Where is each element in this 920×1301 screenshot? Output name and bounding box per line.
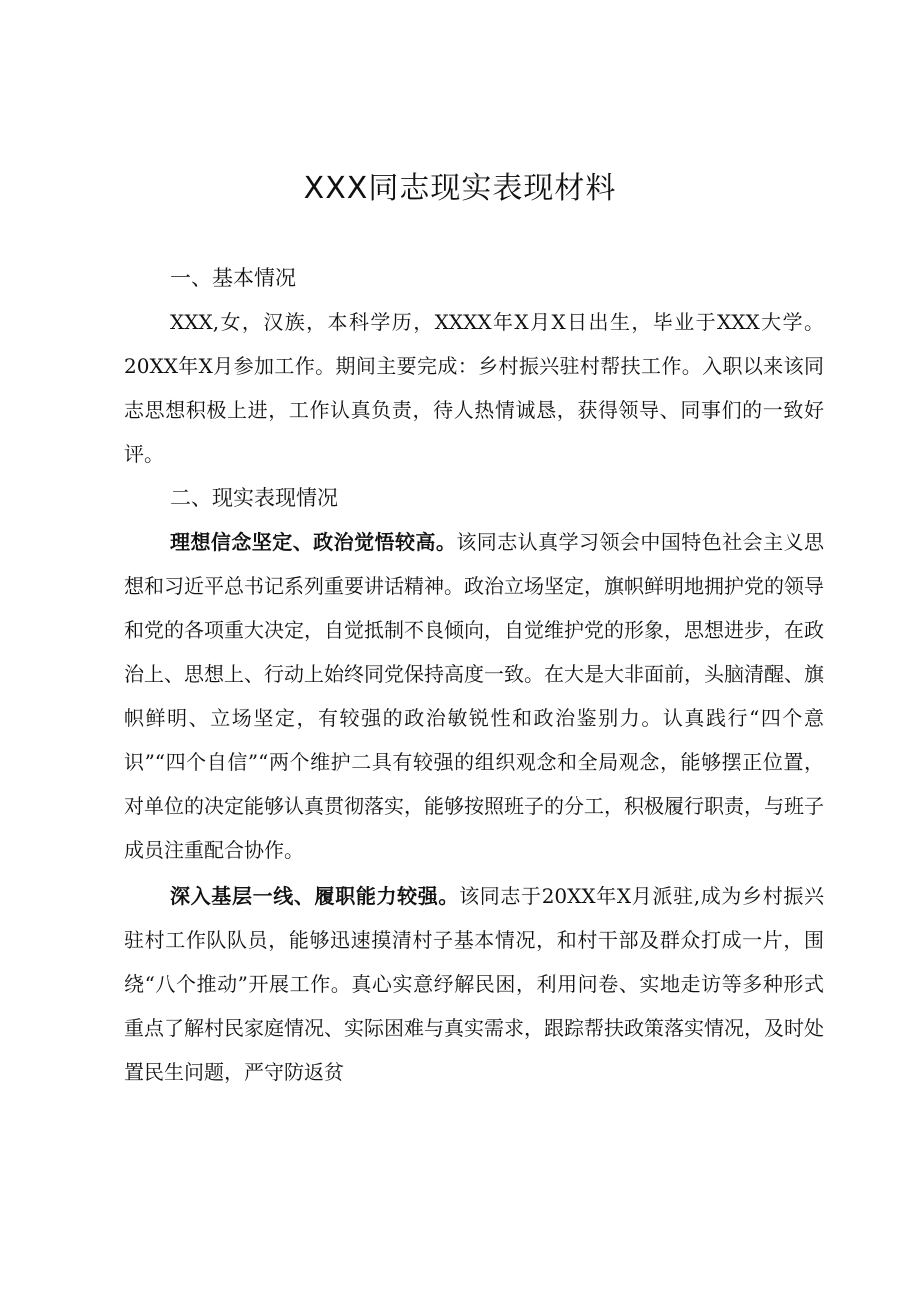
paragraph-grassroots-work xyxy=(124,874,824,1094)
paragraph-political-stance xyxy=(124,520,824,872)
paragraph-text: 该同志于20XX年X月派驻,成为乡村振兴驻村工作队队员，能够迅速摸清村子基本情况，和村干部及群众打成一片，围绕“八个推动”开展工作。真心实意纾解民困，利用问卷、实地走访等多种形式重点了解村民家庭情况、实际困难与真实需求，跟踪帮扶政策落实情况，及时处置民生问题，严守防返贫 xyxy=(124,884,824,1084)
section-heading-performance: 二、现实表现情况 xyxy=(170,486,338,510)
document-body xyxy=(124,256,824,1094)
paragraph-text: 该同志认真学习领会中国特色社会主义思想和习近平总书记系列重要讲话精神。政治立场坚定，旗帜鲜明地拥护党的领导和党的各项重大决定，自觉抵制不良倾向，自觉维护党的形象，思想进步，在政治上、思想上、行动上始终同党保持高度一致。在大是大非面前，头脑清醒、旗帜鲜明、立场坚定，有较强的政治敏锐性和政治鉴别力。认真践行“四个意识”“四个自信”“两个维护二具有较强的组织观念和全局观念，能够摆正位置，对单位的决定能够认真贯彻落实，能够按照班子的分工，积极履行职责，与班子成员注重配合协作。 xyxy=(124,530,825,862)
page-title: XXX同志现实表现材料 xyxy=(303,171,617,206)
paragraph-lead: 深入基层一线、履职能力较强。 xyxy=(170,884,460,908)
paragraph-basic-info xyxy=(124,300,824,476)
paragraph-lead: 理想信念坚定、政治觉悟较高。 xyxy=(170,530,457,554)
paragraph-text: XXX,女，汉族，本科学历，XXXX年X月X日出生，毕业于XXX大学。20XX年X月参加工作。期间主要完成：乡村振兴驻村帮扶工作。入职以来该同志思想积极上进，工作认真负责，待人热情诚恳，获得领导、同事们的一致好评。 xyxy=(124,310,824,466)
section-heading-basic-info: 一、基本情况 xyxy=(170,266,296,290)
